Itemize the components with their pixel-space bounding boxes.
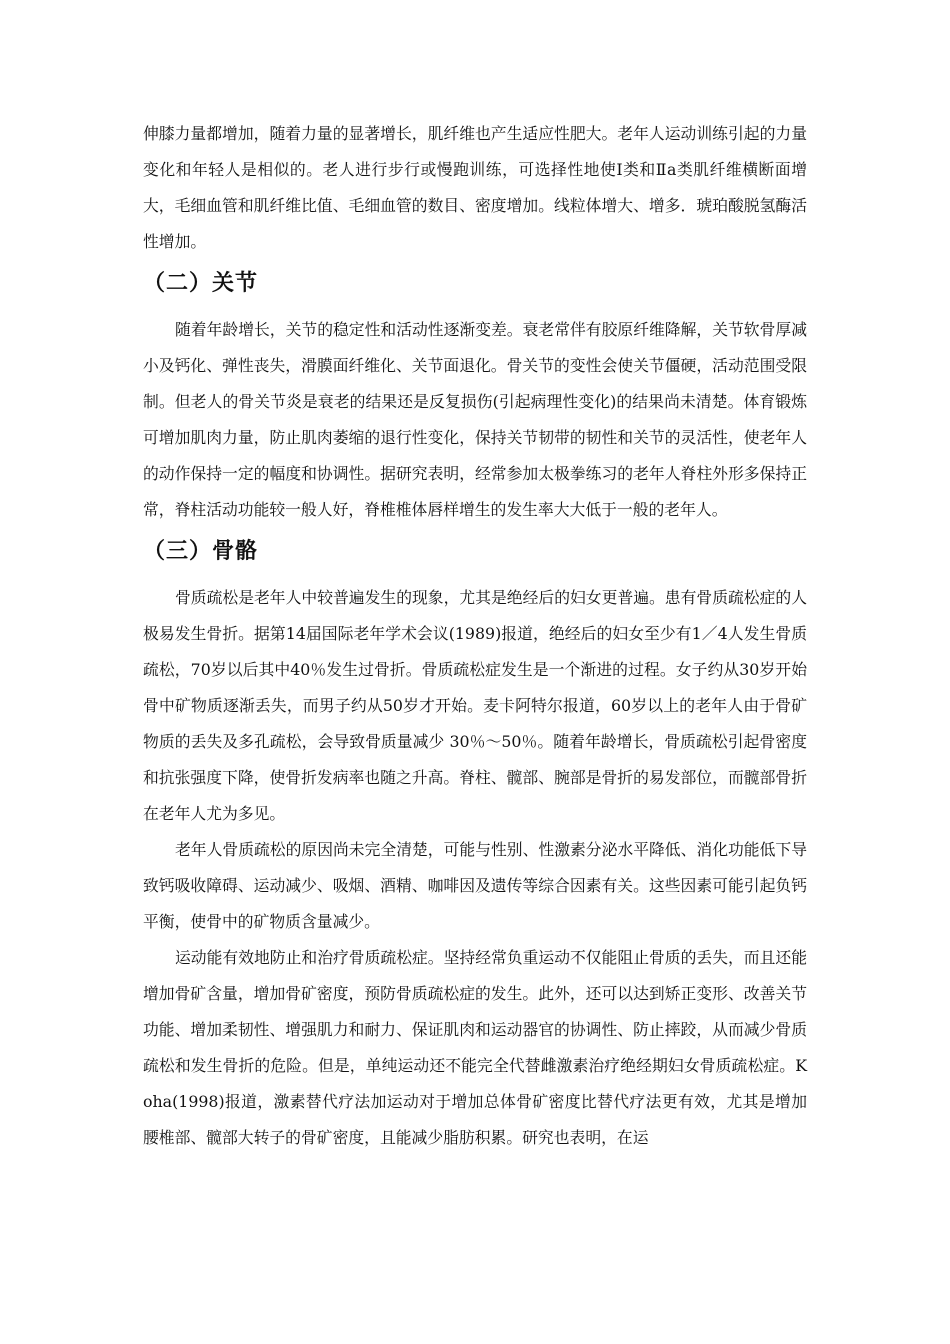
joints-paragraph: 随着年龄增长，关节的稳定性和活动性逐渐变差。衰老常伴有胶原纤维降解，关节软骨厚减小及钙化、弹性丧失，滑膜面纤维化、关节面退化。骨关节的变性会使关节僵硬，活动范围受限制。但老人的骨关节炎是衰老的结果还是反复损伤(引起病理性变化)的结果尚未清楚。体育锻炼可增加肌肉力量，防止肌肉萎缩的退行性变化，保持关节韧带的韧性和关节的灵活性，使老年人的动作保持一定的幅度和协调性。据研究表明，经常参加太极拳练习的老年人脊柱外形多保持正常，脊柱活动功能较一般人好，脊椎椎体唇样增生的发生率大大低于一般的老年人。 [143,320,807,519]
document-body [143,116,807,1156]
bones-paragraph-1: 骨质疏松是老年人中较普遍发生的现象，尤其是绝经后的妇女更普遍。患有骨质疏松症的人极易发生骨折。据第14届国际老年学术会议(1989)报道，绝经后的妇女至少有1／4人发生骨质疏松，70岁以后其中40％发生过骨折。骨质疏松症发生是一个渐进的过程。女子约从30岁开始骨中矿物质逐渐丢失，而男子约从50岁才开始。麦卡阿特尔报道，60岁以上的老年人由于骨矿物质的丢失及多孔疏松，会导致骨质量减少 30％～50％。随着年龄增长，骨质疏松引起骨密度和抗张强度下降，使骨折发病率也随之升高。脊柱、髋部、腕部是骨折的易发部位，而髋部骨折在老年人尤为多见。 [143,588,807,823]
intro-paragraph: 伸膝力量都增加，随着力量的显著增长，肌纤维也产生适应性肥大。老年人运动训练引起的力量变化和年轻人是相似的。老人进行步行或慢跑训练，可选择性地使Ⅰ类和Ⅱa类肌纤维横断面增大，毛细血管和肌纤维比值、毛细血管的数目、密度增加。线粒体增大、增多．琥珀酸脱氢酶活性增加。 [143,124,807,251]
section-heading-joints: （二）关节 [143,270,259,296]
bones-paragraph-3: 运动能有效地防止和治疗骨质疏松症。坚持经常负重运动不仅能阻止骨质的丢失，而且还能增加骨矿含量，增加骨矿密度，预防骨质疏松症的发生。此外，还可以达到矫正变形、改善关节功能、增加柔韧性、增强肌力和耐力、保证肌肉和运动器官的协调性、防止摔跤，从而减少骨质疏松和发生骨折的危险。但是，单纯运动还不能完全代替雌激素治疗绝经期妇女骨质疏松症。Koha(1998)报道，激素替代疗法加运动对于增加总体骨矿密度比替代疗法更有效，尤其是增加腰椎部、髋部大转子的骨矿密度，且能减少脂肪积累。研究也表明，在运 [143,948,807,1147]
bones-paragraph-2: 老年人骨质疏松的原因尚未完全清楚，可能与性别、性激素分泌水平降低、消化功能低下导致钙吸收障碍、运动减少、吸烟、酒精、咖啡因及遗传等综合因素有关。这些因素可能引起负钙平衡，使骨中的矿物质含量减少。 [143,840,807,931]
section-heading-bones: （三）骨骼 [143,538,259,564]
